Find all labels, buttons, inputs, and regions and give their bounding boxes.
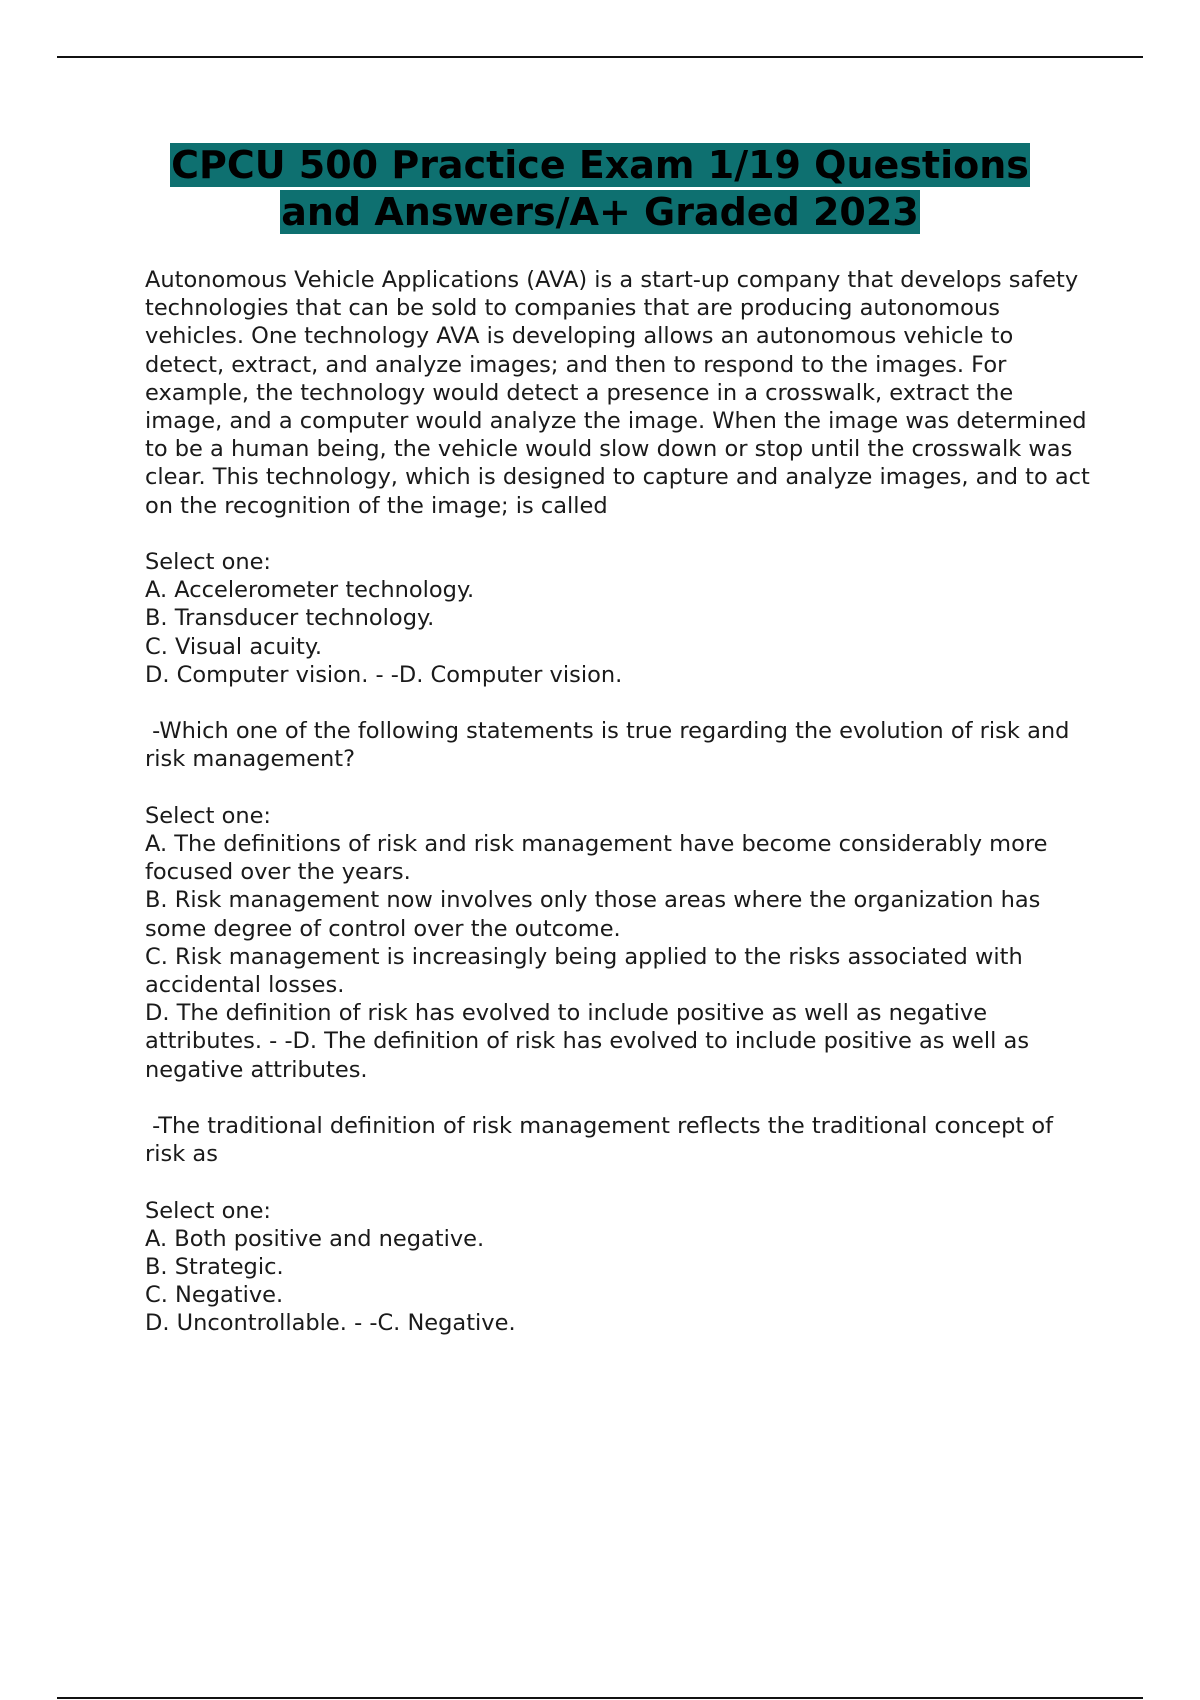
question-prompt: -The traditional definition of risk management reflects the traditional concept of risk as [145,1113,1061,1168]
question-3 [145,1112,1095,1168]
question-2 [145,717,1095,773]
option-b: B. Transducer technology. [145,605,435,632]
option-d: D. Uncontrollable. - -C. Negative. [145,1310,516,1337]
option-d-answer: D. The definition of risk has evolved to include positive as well as negative attributes. - -D. The definition of risk has evolved to include positive as well as negative attributes. [145,1000,1030,1083]
select-one-label: Select one: [145,549,272,576]
title-line-2: and Answers/A+ Graded 2023 [281,190,919,234]
bottom-rule [57,1697,1143,1699]
question-2-options [145,802,1095,1084]
option-d-answer: D. Computer vision. - -D. Computer vision. [145,661,623,688]
title-line-1: CPCU 500 Practice Exam 1/19 Questions [171,143,1029,187]
option-a: A. Accelerometer technology. [145,577,475,604]
option-c: C. Visual acuity. [145,633,323,660]
question-3-options [145,1197,1095,1338]
option-b: B. Risk management now involves only those areas where the organization has some degree of control over the outcome. [145,887,1041,942]
document-body [145,266,1095,1366]
question-prompt: -Which one of the following statements is true regarding the evolution of risk and risk management? [145,718,1077,773]
top-rule [57,56,1143,58]
question-1-options [145,548,1095,689]
option-b: B. Strategic. [145,1254,284,1281]
option-a: A. The definitions of risk and risk management have become considerably more focused over the years. [145,831,1048,886]
question-1 [145,266,1095,520]
page-title [60,142,1140,236]
option-a: A. Both positive and negative. [145,1225,485,1252]
select-one-label: Select one: [145,1197,272,1224]
select-one-label: Select one: [145,802,272,829]
option-c: C. Risk management is increasingly being applied to the risks associated with accidental losses. [145,943,1023,999]
option-c-answer: C. Negative. [145,1282,284,1309]
question-prompt: Autonomous Vehicle Applications (AVA) is a start-up company that develops safety technologies that can be sold to companies that are producing autonomous vehicles. One technology AVA is developing allows an autonomous vehicle to detect, extract, and analyze images; and then to respond to the images. For example, the technology would detect a presence in a crosswalk, extract the image, and a computer would analyze the image. When the image was determined to be a human being, the vehicle would slow down or stop until the crosswalk was clear. This technology, which is designed to capture and analyze images, and to act on the recognition of the image; is called [145,267,1090,519]
